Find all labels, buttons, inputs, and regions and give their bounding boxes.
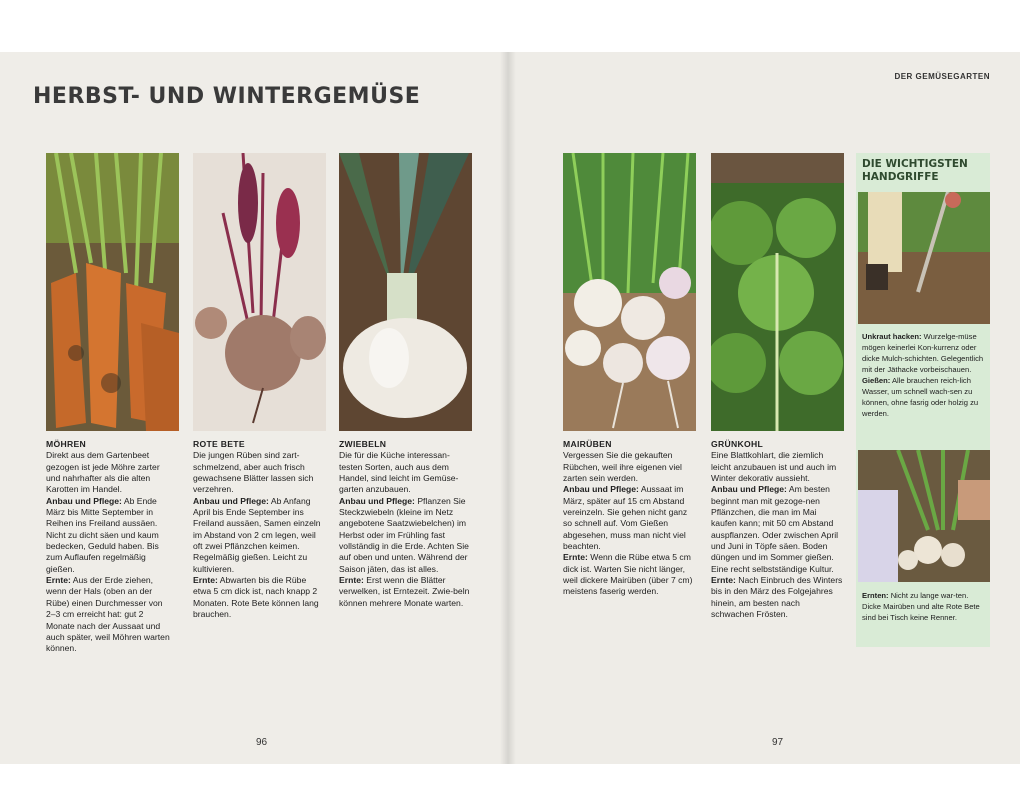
kale-photo	[711, 153, 844, 431]
paragraph: Ernte: Abwarten bis die Rübe etwa 5 cm dick ist, nach knapp 2 Monaten. Rote Bete können lang brauchen.	[193, 575, 319, 620]
section-heading: MÖHREN	[46, 439, 86, 449]
tip: Gießen: Alle brauchen reich-lich Wasser, um schnell wach-sen zu können, ohne fasrig oder holzig zu werden.	[862, 376, 979, 418]
text-column-rote-bete	[193, 439, 323, 621]
harvest-photo	[858, 450, 990, 582]
beetroot-photo	[193, 153, 326, 431]
tip: Unkraut hacken: Wurzelge-müse mögen keinerlei Kon-kurrenz oder dicke Mulch-schichten. Gelegentlich mit der Jäthacke vorbeischauen.	[862, 332, 984, 374]
tips-text-2	[862, 590, 986, 623]
text-column-gruenkohl	[711, 439, 844, 621]
page-number-right: 97	[772, 737, 784, 748]
paragraph: Anbau und Pflege: Ab Anfang April bis Ende September ins Freiland aussäen, Samen einzeln im Abstand von 2 cm legen, weil oft zwei Pflänzchen keimen. Regelmäßig gießen. Leicht zu kultivieren.	[193, 495, 321, 574]
section-heading: ROTE BETE	[193, 439, 245, 449]
paragraph: Die jungen Rüben sind zart-schmelzend, aber auch frisch gewachsene Blätter lassen sich verzehren.	[193, 450, 314, 495]
text-column-moehren	[46, 439, 174, 655]
page-number-left: 96	[256, 737, 268, 748]
paragraph: Die für die Küche interessan-testen Sorten, auch aus dem Handel, sind leicht im Gemüse-garten anzubauen.	[339, 450, 459, 495]
onion-photo	[339, 153, 472, 431]
paragraph: Anbau und Pflege: Aussaat im März, später auf 15 cm Abstand vereinzeln. Sie gehen nicht ganz so schnell auf. Vom Gießen abgesehen, muss man nicht viel beachten.	[563, 484, 688, 552]
section-heading: ZWIEBELN	[339, 439, 387, 449]
turnip-photo	[563, 153, 696, 431]
paragraph: Anbau und Pflege: Am besten beginnt man mit gezoge-nen Pflänzchen, die man im Mai kaufen kann; mit 50 cm Abstand auspflanzen. Oder zwischen April und Juni in Töpfe säen. Boden düngen und im Sommer gießen. Eine recht selbstständige Kultur.	[711, 484, 839, 574]
section-heading: GRÜNKOHL	[711, 439, 764, 449]
paragraph: Ernte: Wenn die Rübe etwa 5 cm dick ist. Warten Sie nicht länger, weil dickere Mairüben (über 7 cm) meistens faserig werden.	[563, 552, 693, 597]
paragraph: Ernte: Nach Einbruch des Winters bis in den März des Folgejahres hinein, am besten nach schwachen Frösten.	[711, 575, 843, 620]
tip: Ernten: Nicht zu lange war-ten. Dicke Mairüben und alte Rote Bete sind bei Tisch keine Renner.	[862, 591, 980, 622]
tips-text-1	[862, 331, 986, 419]
paragraph: Anbau und Pflege: Ab Ende März bis Mitte September in Reihen ins Freiland aussäen. Nicht zu dicht säen und kaum bedecken, Geduld haben. Bis zum Auflaufen regelmäßig gießen.	[46, 495, 159, 574]
page-title: HERBST- UND WINTERGEMÜSE	[33, 84, 421, 109]
paragraph: Direkt aus dem Gartenbeet gezogen ist jede Möhre zarter und nahrhafter als die alten Karotten im Handel.	[46, 450, 160, 495]
running-header: DER GEMÜSEGARTEN	[894, 72, 990, 81]
paragraph: Ernte: Aus der Erde ziehen, wenn der Hals (oben an der Rübe) einen Durchmesser von 2–3 cm erreicht hat: gut 2 Monate nach der Aussaat und auch später, weil Möhren warten können.	[46, 575, 170, 654]
book-gutter	[500, 52, 516, 764]
carrots-photo	[46, 153, 179, 431]
hoeing-photo	[858, 192, 990, 324]
paragraph: Anbau und Pflege: Pflanzen Sie Steckzwiebeln (kleine im Netz angebotene Saatzwiebelchen) im Herbst oder im Frühling fast vollständig in die Erde. Achten Sie auf oben und unten. Während der Saison jäten, das ist alles.	[339, 495, 469, 574]
text-column-zwiebeln	[339, 439, 471, 609]
text-column-mairueben	[563, 439, 696, 598]
paragraph: Vergessen Sie die gekauften Rübchen, weil ihre eigenen viel zarten sein werden.	[563, 450, 682, 484]
tips-box-title: DIE WICHTIGSTEN HANDGRIFFE	[862, 158, 968, 183]
section-heading: MAIRÜBEN	[563, 439, 612, 449]
paragraph: Eine Blattkohlart, die ziemlich leicht anzubauen ist und auch im Winter dekorativ aussieht.	[711, 450, 837, 484]
paragraph: Ernte: Erst wenn die Blätter verwelken, ist Erntezeit. Zwie-beln können mehrere Monate warten.	[339, 575, 470, 608]
